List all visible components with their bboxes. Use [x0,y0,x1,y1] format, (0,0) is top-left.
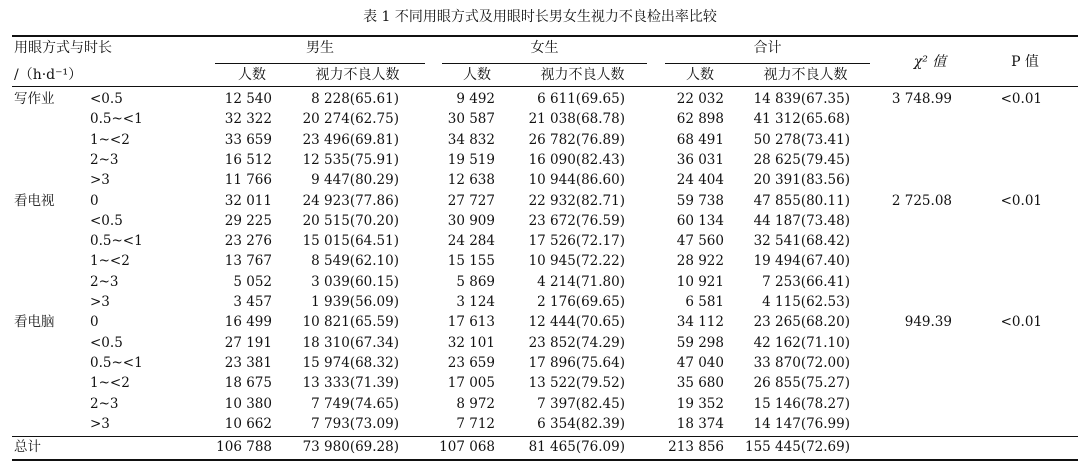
header-group-total: 合计 [753,40,782,56]
cell-duration: 2~3 [90,273,119,290]
cell-mode: 看电脑 [14,314,55,331]
cell-total-poor: 42 162(71.10) [753,334,850,351]
cell-total-poor: 47 855(80.11) [753,192,850,209]
header-group-male: 男生 [306,40,334,56]
cell-duration: 2~3 [90,151,119,168]
cell-total-poor: 26 855(75.27) [753,375,850,392]
cell-duration: 1~<2 [90,375,130,392]
cell-male-poor: 20 515(70.20) [302,212,399,229]
cell-duration: 0.5~<1 [90,354,143,371]
cell-male-poor: 8 228(65.61) [311,91,399,107]
cell-p-value: <0.01 [1000,91,1042,107]
cell-male-poor: 18 310(67.34) [302,334,399,351]
cell-female-count: 30 909 [447,212,495,229]
cell-female-count: 23 659 [447,354,495,371]
subrule-female [442,63,647,64]
header-mode-line1: 用眼方式与时长 [14,40,112,56]
total-male-poor: 73 980(69.28) [302,439,399,455]
cell-chi-square: 2 725.08 [891,192,952,209]
cell-male-count: 33 659 [224,131,272,148]
cell-female-poor: 13 522(79.52) [528,375,625,392]
cell-duration: <0.5 [90,334,123,351]
cell-male-count: 12 540 [224,91,272,107]
cell-total-count: 34 112 [676,314,724,331]
cell-female-poor: 17 526(72.17) [528,233,625,250]
cell-total-poor: 28 625(79.45) [753,151,850,168]
cell-male-count: 5 052 [233,273,272,290]
cell-duration: >3 [90,294,110,310]
cell-male-count: 13 767 [224,253,272,270]
cell-duration: 0 [90,192,99,209]
cell-male-count: 23 381 [224,354,272,371]
cell-male-count: 16 512 [224,151,272,168]
cell-female-count: 17 005 [447,375,495,392]
cell-female-count: 19 519 [447,151,495,168]
cell-female-poor: 6 611(69.65) [537,91,625,107]
header-female-poor: 视力不良人数 [540,67,625,83]
cell-p-value: <0.01 [1000,192,1042,209]
cell-total-poor: 7 253(66.41) [762,273,850,290]
cell-male-poor: 7 793(73.09) [311,415,399,432]
cell-male-poor: 15 015(64.51) [302,233,399,250]
cell-duration: 1~<2 [90,131,130,148]
cell-total-count: 60 134 [676,212,724,229]
cell-male-poor: 7 749(74.65) [311,395,399,412]
cell-total-poor: 33 870(72.00) [753,354,850,371]
header-total-poor: 视力不良人数 [763,67,848,83]
cell-female-poor: 22 932(82.71) [528,192,625,209]
cell-mode: 写作业 [14,91,55,107]
cell-total-count: 6 581 [685,294,724,310]
cell-total-count: 10 921 [676,273,724,290]
cell-male-poor: 10 821(65.59) [302,314,399,331]
cell-female-count: 9 492 [456,91,495,107]
cell-male-count: 10 662 [224,415,272,432]
header-mode-line2: /（h·d⁻¹） [14,67,83,83]
cell-duration: 0.5~<1 [90,111,143,128]
cell-female-poor: 12 444(70.65) [528,314,625,331]
total-female-count: 107 068 [439,439,495,455]
cell-female-count: 17 613 [447,314,495,331]
cell-total-count: 62 898 [676,111,724,128]
cell-total-poor: 14 147(76.99) [753,415,850,432]
cell-male-count: 10 380 [224,395,272,412]
total-male-count: 106 788 [216,439,272,455]
cell-female-poor: 4 214(71.80) [537,273,625,290]
cell-total-count: 59 738 [676,192,724,209]
cell-male-poor: 8 549(62.10) [311,253,399,270]
cell-female-poor: 2 176(69.65) [537,294,625,310]
header-rule [12,86,1078,87]
cell-female-count: 32 101 [447,334,495,351]
cell-female-count: 8 972 [456,395,495,412]
header-chi-square: χ² 值 [913,54,947,70]
subrule-total [665,63,870,64]
cell-male-count: 23 276 [224,233,272,250]
cell-female-poor: 6 354(82.39) [537,415,625,432]
cell-female-poor: 10 945(72.22) [528,253,625,270]
bottom-rule [12,459,1078,461]
total-female-poor: 81 465(76.09) [528,439,625,455]
cell-male-poor: 23 496(69.81) [302,131,399,148]
cell-duration: <0.5 [90,212,123,229]
total-all-count: 213 856 [668,439,724,455]
cell-female-count: 3 124 [456,294,495,310]
cell-total-count: 47 560 [676,233,724,250]
cell-male-poor: 3 039(60.15) [311,273,399,290]
cell-male-poor: 12 535(75.91) [302,151,399,168]
cell-female-count: 12 638 [447,172,495,189]
cell-total-count: 22 032 [676,91,724,107]
header-p-value: P 值 [1011,54,1039,70]
subrule-male [215,63,425,64]
cell-mode: 看电视 [14,192,55,209]
cell-total-count: 68 491 [676,131,724,148]
top-rule [12,35,1078,37]
cell-male-poor: 15 974(68.32) [302,354,399,371]
cell-male-count: 3 457 [233,294,272,310]
cell-female-poor: 23 852(74.29) [528,334,625,351]
cell-total-count: 28 922 [676,253,724,270]
cell-female-poor: 16 090(82.43) [528,151,625,168]
cell-duration: 0.5~<1 [90,233,143,250]
cell-female-count: 30 587 [447,111,495,128]
cell-total-poor: 4 115(62.53) [762,294,850,310]
cell-total-poor: 23 265(68.20) [753,314,850,331]
cell-duration: >3 [90,172,110,189]
cell-chi-square: 3 748.99 [891,91,952,107]
cell-total-poor: 20 391(83.56) [753,172,850,189]
cell-duration: 2~3 [90,395,119,412]
cell-male-count: 16 499 [224,314,272,331]
header-total-count: 人数 [686,67,714,83]
cell-duration: 0 [90,314,99,331]
cell-male-poor: 9 447(80.29) [311,172,399,189]
cell-male-poor: 24 923(77.86) [302,192,399,209]
cell-duration: 1~<2 [90,253,130,270]
cell-male-count: 11 766 [224,172,272,189]
cell-female-poor: 26 782(76.89) [528,131,625,148]
header-male-poor: 视力不良人数 [315,67,400,83]
cell-male-count: 32 322 [224,111,272,128]
cell-total-count: 47 040 [676,354,724,371]
cell-female-count: 27 727 [447,192,495,209]
total-all-poor: 155 445(72.69) [744,439,850,455]
cell-total-count: 36 031 [676,151,724,168]
cell-male-count: 27 191 [224,334,272,351]
cell-total-count: 59 298 [676,334,724,351]
cell-female-poor: 10 944(86.60) [528,172,625,189]
header-female-count: 人数 [463,67,491,83]
cell-female-poor: 21 038(68.78) [528,111,625,128]
header-male-count: 人数 [238,67,266,83]
cell-total-poor: 19 494(67.40) [753,253,850,270]
cell-total-poor: 32 541(68.42) [753,233,850,250]
cell-male-count: 32 011 [224,192,272,209]
cell-female-count: 7 712 [456,415,495,432]
header-group-female: 女生 [530,40,559,56]
cell-female-count: 24 284 [447,233,495,250]
cell-male-poor: 1 939(56.09) [311,294,399,310]
cell-duration: >3 [90,415,110,432]
cell-chi-square: 949.39 [904,314,952,331]
cell-total-poor: 50 278(73.41) [753,131,850,148]
cell-total-poor: 15 146(78.27) [753,395,850,412]
total-label: 总计 [14,439,41,455]
cell-total-poor: 14 839(67.35) [753,91,850,107]
cell-female-count: 15 155 [447,253,495,270]
cell-female-count: 5 869 [456,273,495,290]
cell-female-count: 34 832 [447,131,495,148]
cell-male-count: 29 225 [224,212,272,229]
cell-total-count: 24 404 [676,172,724,189]
cell-duration: <0.5 [90,91,123,107]
cell-total-poor: 44 187(73.48) [753,212,850,229]
cell-female-poor: 7 397(82.45) [537,395,625,412]
cell-p-value: <0.01 [1000,314,1042,331]
cell-male-poor: 20 274(62.75) [302,111,399,128]
cell-total-count: 35 680 [676,375,724,392]
cell-total-count: 19 352 [676,395,724,412]
cell-total-count: 18 374 [676,415,724,432]
cell-male-poor: 13 333(71.39) [302,375,399,392]
total-rule [12,436,1078,437]
cell-female-poor: 23 672(76.59) [528,212,625,229]
cell-total-poor: 41 312(65.68) [753,111,850,128]
table-title: 表 1 不同用眼方式及用眼时长男女生视力不良检出率比较 [363,9,717,25]
cell-male-count: 18 675 [224,375,272,392]
cell-female-poor: 17 896(75.64) [528,354,625,371]
